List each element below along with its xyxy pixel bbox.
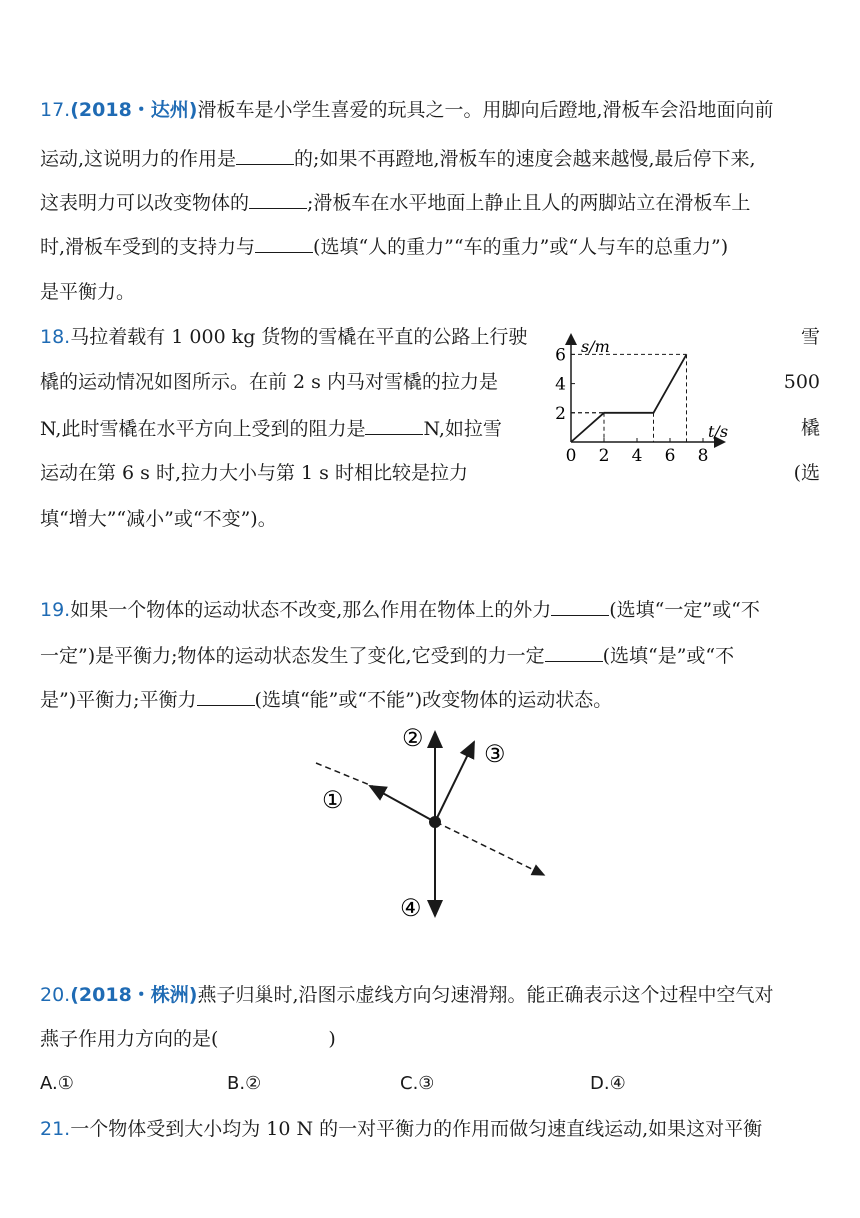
option-b[interactable]: B.② bbox=[227, 1073, 262, 1094]
q18-line-4 bbox=[40, 461, 468, 485]
label-3: ③ bbox=[484, 740, 506, 768]
x-tick-label: 0 bbox=[565, 446, 577, 465]
q18-text-2: 橇的运动情况如图所示。在前 2 s 内马对雪橇的拉力是 bbox=[40, 371, 498, 393]
question-number: 18. bbox=[40, 326, 71, 348]
answer-blank[interactable] bbox=[551, 597, 609, 616]
x-axis-label: t/s bbox=[708, 422, 729, 441]
swallow-point bbox=[429, 816, 441, 828]
answer-blank[interactable] bbox=[236, 146, 294, 165]
q21-line-1 bbox=[40, 1117, 762, 1141]
question-number: 19. bbox=[40, 599, 71, 621]
option-a[interactable]: A.① bbox=[40, 1073, 74, 1094]
q17-text-5: 是平衡力。 bbox=[40, 281, 136, 303]
q17-text-3b: ;滑板车在水平地面上静止且人的两脚站立在滑板车上 bbox=[307, 192, 751, 214]
source-tag: (2018・达州) bbox=[70, 99, 198, 121]
q19-text-2a: 一定”)是平衡力;物体的运动状态发生了变化,它受到的力一定 bbox=[40, 645, 545, 667]
x-tick-label: 4 bbox=[631, 446, 643, 465]
q17-line-4 bbox=[40, 234, 728, 259]
label-1: ① bbox=[322, 786, 344, 814]
question-number: 17. bbox=[40, 99, 71, 121]
glide-path-lower bbox=[436, 822, 544, 875]
label-4: ④ bbox=[400, 894, 422, 922]
q18-right-1: 雪 bbox=[800, 326, 820, 348]
answer-blank[interactable] bbox=[365, 416, 423, 435]
question-number: 21. bbox=[40, 1118, 71, 1140]
source-tag: (2018・株洲) bbox=[70, 984, 198, 1006]
x-tick-label: 2 bbox=[598, 446, 610, 465]
q19-text-2b: (选填“是”或“不 bbox=[602, 645, 735, 667]
q17-text-4a: 时,滑板车受到的支持力与 bbox=[40, 236, 256, 258]
y-tick-label: 2 bbox=[555, 403, 566, 424]
q19-text-1b: (选填“一定”或“不 bbox=[609, 599, 760, 621]
option-d[interactable]: D.④ bbox=[590, 1073, 626, 1094]
x-tick-label: 8 bbox=[697, 446, 709, 465]
q17-text-4b: (选填“人的重力”“车的重力”或“人与车的总重力”) bbox=[313, 236, 729, 258]
q20-line-1 bbox=[40, 983, 774, 1007]
q20-text-1: 燕子归巢时,沿图示虚线方向匀速滑翔。能正确表示这个过程中空气对 bbox=[197, 984, 774, 1006]
question-number: 20. bbox=[40, 984, 71, 1006]
x-tick-label: 6 bbox=[664, 446, 676, 465]
y-axis-label: s/m bbox=[581, 337, 610, 356]
q20-line-2 bbox=[40, 1027, 336, 1051]
q18-text-3a: N,此时雪橇在水平方向上受到的阻力是 bbox=[40, 418, 366, 440]
force-arrow-1 bbox=[370, 786, 435, 822]
force-direction-figure bbox=[300, 720, 560, 925]
q18-line-1 bbox=[40, 325, 527, 349]
q18-right-2: 500 bbox=[783, 371, 820, 393]
answer-blank[interactable] bbox=[545, 643, 603, 662]
q17-line-5 bbox=[40, 280, 135, 304]
q19-line-3 bbox=[40, 687, 612, 712]
series-line bbox=[571, 354, 687, 442]
q18-text-4: 运动在第 6 s 时,拉力大小与第 1 s 时相比较是拉力 bbox=[40, 462, 468, 484]
q19-line-1 bbox=[40, 597, 760, 622]
q17-line-3 bbox=[40, 190, 750, 215]
q18-line-3 bbox=[40, 416, 502, 441]
answer-blank[interactable] bbox=[197, 687, 255, 706]
q20-text-2: 燕子作用力方向的是( bbox=[40, 1028, 219, 1050]
y-tick-label: 4 bbox=[555, 374, 566, 395]
answer-blank[interactable] bbox=[255, 234, 313, 253]
q18-line-5 bbox=[40, 507, 277, 531]
q19-text-3b: (选填“能”或“不能”)改变物体的运动状态。 bbox=[254, 689, 613, 711]
q17-line-1 bbox=[40, 98, 774, 122]
label-2: ② bbox=[402, 724, 424, 752]
q19-line-2 bbox=[40, 643, 734, 668]
q18-line-2 bbox=[40, 370, 498, 394]
y-tick-label: 6 bbox=[555, 345, 566, 366]
option-c[interactable]: C.③ bbox=[400, 1073, 435, 1094]
q17-line-2 bbox=[40, 146, 756, 171]
q18-text-3b: N,如拉雪 bbox=[423, 418, 502, 440]
q19-text-3a: 是”)平衡力;平衡力 bbox=[40, 689, 197, 711]
q21-text-1: 一个物体受到大小均为 10 N 的一对平衡力的作用而做匀速直线运动,如果这对平衡 bbox=[70, 1118, 763, 1140]
q18-text-1: 马拉着载有 1 000 kg 货物的雪橇在平直的公路上行驶 bbox=[70, 326, 528, 348]
q17-text-2b: 的;如果不再蹬地,滑板车的速度会越来越慢,最后停下来, bbox=[294, 148, 756, 170]
force-arrow-3 bbox=[435, 742, 474, 822]
q20-text-2b: ) bbox=[328, 1028, 336, 1050]
st-graph bbox=[555, 330, 790, 465]
q18-text-5: 填“增大”“减小”或“不变”)。 bbox=[40, 508, 277, 530]
q17-text-2a: 运动,这说明力的作用是 bbox=[40, 148, 237, 170]
q18-right-4: (选 bbox=[793, 462, 820, 484]
q19-text-1: 如果一个物体的运动状态不改变,那么作用在物体上的外力 bbox=[70, 599, 552, 621]
glide-path-upper bbox=[316, 763, 377, 788]
q18-right-3: 橇 bbox=[800, 417, 820, 439]
answer-blank[interactable] bbox=[249, 190, 307, 209]
q17-text-1: 滑板车是小学生喜爱的玩具之一。用脚向后蹬地,滑板车会沿地面向前 bbox=[197, 99, 774, 121]
q17-text-3a: 这表明力可以改变物体的 bbox=[40, 192, 250, 214]
